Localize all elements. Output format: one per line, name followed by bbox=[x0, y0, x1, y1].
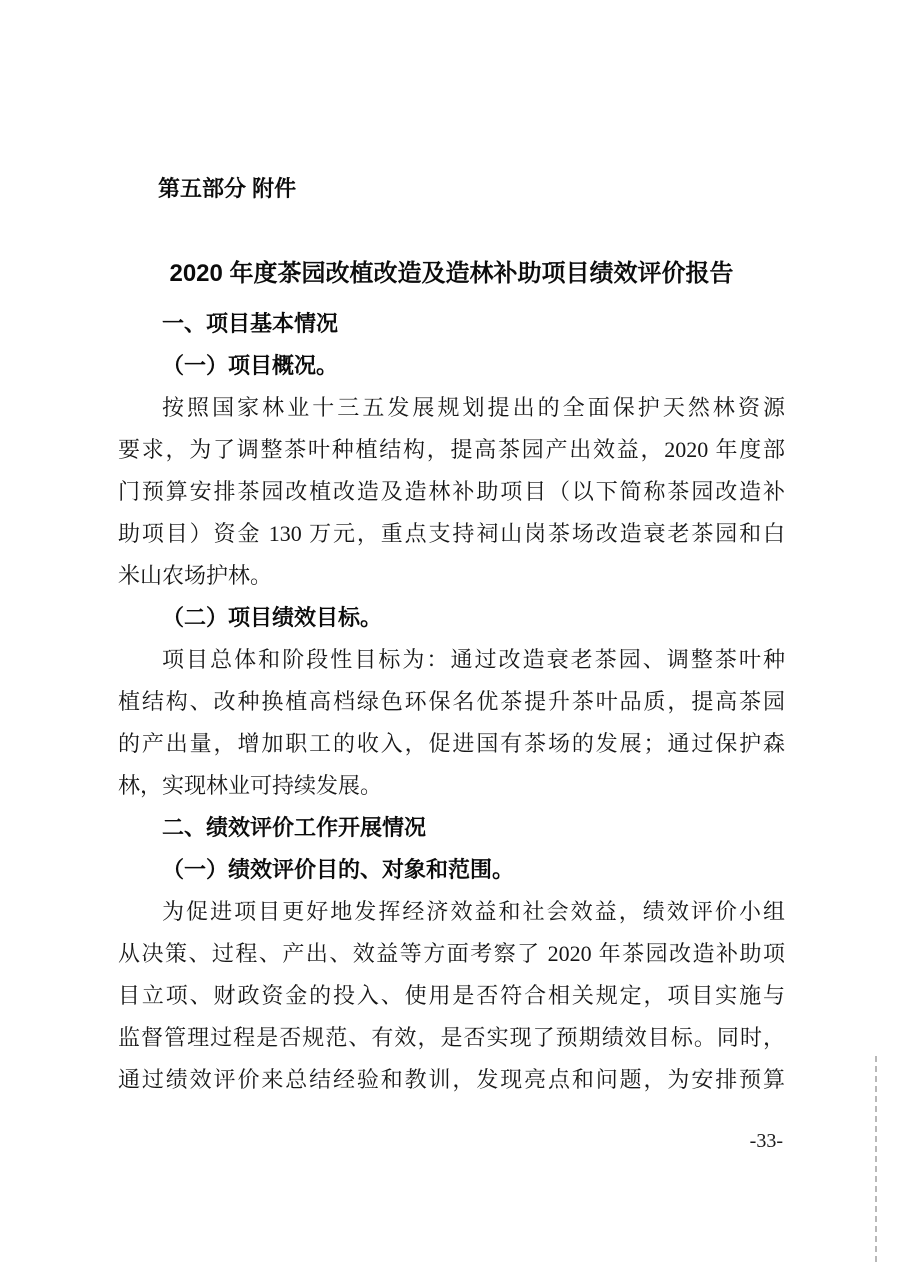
section-2-heading: 二、绩效评价工作开展情况 bbox=[162, 815, 427, 840]
para-performance-goals-line: 植结构、改种换植高档绿色环保名优茶提升茶叶品质，提高茶园 bbox=[118, 689, 785, 714]
para-evaluation-purpose-line: 为促进项目更好地发挥经济效益和社会效益，绩效评价小组 bbox=[162, 899, 785, 924]
para-project-overview-line: 要求，为了调整茶叶种植结构，提高茶园产出效益，2020 年度部 bbox=[118, 437, 785, 462]
para-performance-goals bbox=[118, 639, 785, 807]
para-evaluation-purpose-line: 目立项、财政资金的投入、使用是否符合相关规定，项目实施与 bbox=[118, 983, 785, 1008]
para-evaluation-purpose-line: 从决策、过程、产出、效益等方面考察了 2020 年茶园改造补助项 bbox=[118, 941, 785, 966]
page-number: -33- bbox=[749, 1130, 783, 1152]
scan-artifact-dashed-line bbox=[875, 1056, 877, 1262]
part-heading: 第五部分 附件 bbox=[158, 176, 297, 201]
para-project-overview-line: 门预算安排茶园改植改造及造林补助项目（以下简称茶园改造补 bbox=[118, 479, 785, 504]
para-evaluation-purpose-line: 监督管理过程是否规范、有效，是否实现了预期绩效目标。同时， bbox=[118, 1025, 785, 1050]
section-1-1-heading: （一）项目概况。 bbox=[162, 353, 339, 378]
para-project-overview-line: 按照国家林业十三五发展规划提出的全面保护天然林资源 bbox=[162, 395, 785, 420]
para-evaluation-purpose bbox=[118, 891, 785, 1101]
para-evaluation-purpose-line: 通过绩效评价来总结经验和教训，发现亮点和问题，为安排预算 bbox=[118, 1067, 785, 1092]
report-title: 2020 年度茶园改植改造及造林补助项目绩效评价报告 bbox=[169, 260, 734, 287]
para-project-overview-line: 助项目）资金 130 万元，重点支持祠山岗茶场改造衰老茶园和白 bbox=[118, 521, 785, 546]
para-project-overview-line: 米山农场护林。 bbox=[118, 563, 273, 588]
para-project-overview bbox=[118, 387, 785, 597]
para-performance-goals-line: 林，实现林业可持续发展。 bbox=[118, 773, 383, 798]
document-content bbox=[0, 168, 900, 1101]
section-1-heading: 一、项目基本情况 bbox=[162, 311, 339, 336]
section-1-2-heading: （二）项目绩效目标。 bbox=[162, 605, 383, 630]
para-performance-goals-line: 的产出量，增加职工的收入，促进国有茶场的发展；通过保护森 bbox=[118, 731, 785, 756]
para-performance-goals-line: 项目总体和阶段性目标为：通过改造衰老茶园、调整茶叶种 bbox=[162, 647, 785, 672]
section-2-1-heading: （一）绩效评价目的、对象和范围。 bbox=[162, 857, 515, 882]
